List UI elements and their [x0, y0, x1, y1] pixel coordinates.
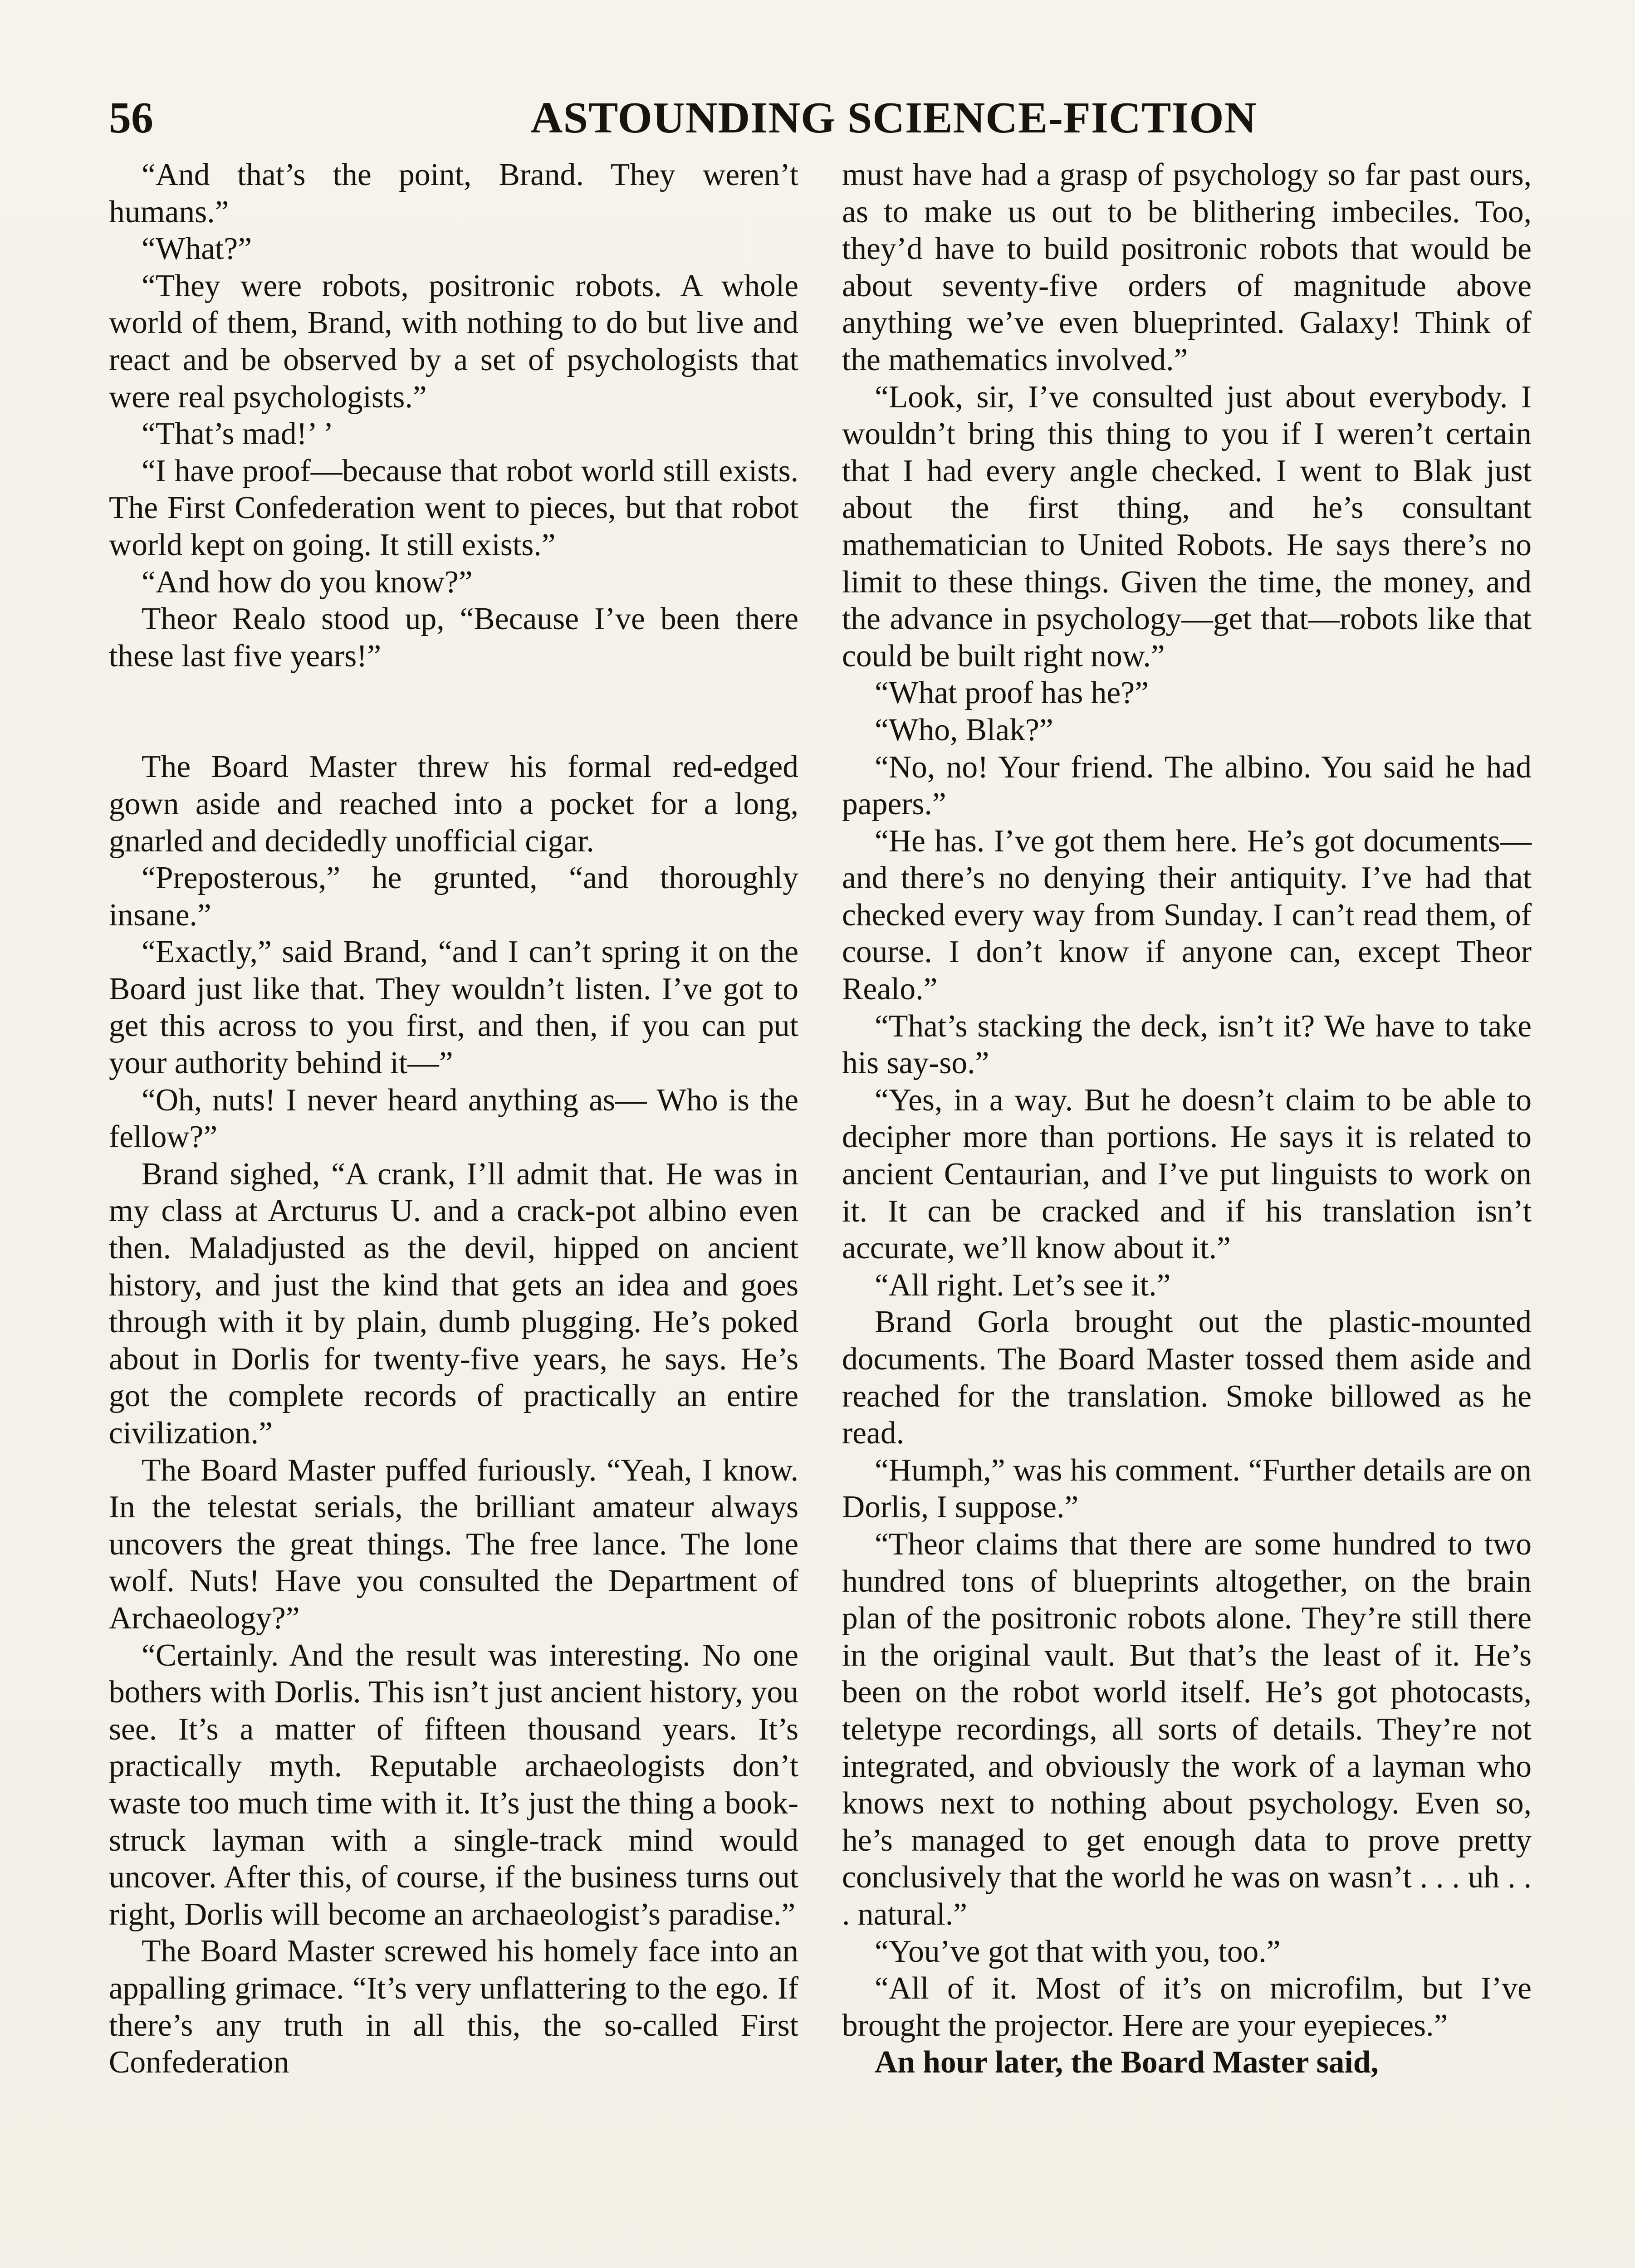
- paragraph: “Humph,” was his comment. “Further details are on Dorlis, I suppose.”: [842, 1452, 1532, 1525]
- paragraph: “Yes, in a way. But he doesn’t claim to be able to decipher more than portions. He says it is related to ancient Centaurian, and I’ve put linguists to work on it. It can be cracked and if his translation isn’t accurate, we’ll know about it.”: [842, 1082, 1532, 1266]
- paragraph: “No, no! Your friend. The albino. You said he had papers.”: [842, 749, 1532, 822]
- page-header: [109, 91, 1542, 145]
- paragraph: Brand Gorla brought out the plastic-mounted documents. The Board Master tossed them aside and reached for the translation. Smoke billowed as he read.: [842, 1305, 1532, 1451]
- paragraph: “Preposterous,” he grunted, “and thoroughly insane.”: [109, 860, 798, 933]
- right-column: [842, 156, 1532, 2081]
- paragraph: Brand sighed, “A crank, I’ll admit that. He was in my class at Arcturus U. and a crack-pot albino even then. Maladjusted as the devil, hipped on ancient history, and just the kind that gets an idea and goes through with it by plain, dumb plugging. He’s poked about in Dorlis for twenty-five years, he says. He’s got the complete records of practically an entire civilization.”: [109, 1156, 798, 1451]
- paragraph: “That’s mad!’ ’: [142, 416, 334, 452]
- paragraph: “All right. Let’s see it.”: [875, 1267, 1171, 1303]
- paragraph-bold: An hour later, the Board Master said,: [875, 2045, 1379, 2080]
- paragraph: “All of it. Most of it’s on microfilm, but I’ve brought the projector. Here are your eyepieces.”: [842, 1971, 1532, 2043]
- paragraph: “He has. I’ve got them here. He’s got documents—and there’s no denying their antiquity. I’ve had that checked every way from Sunday. I can’t read them, of course. I don’t know if anyone can, except Theor Realo.”: [842, 823, 1532, 1007]
- paragraph: “And that’s the point, Brand. They weren’t humans.”: [109, 157, 798, 230]
- paragraph: “And how do you know?”: [142, 564, 473, 600]
- paragraph: “They were robots, positronic robots. A whole world of them, Brand, with nothing to do but live and react and be observed by a set of psychologists that were real psychologists.”: [109, 268, 798, 415]
- paragraph: “Who, Blak?”: [875, 712, 1053, 748]
- paragraph: Theor Realo stood up, “Because I’ve been there these last five years!”: [109, 601, 798, 674]
- running-title: ASTOUNDING SCIENCE-FICTION: [530, 93, 1257, 142]
- paragraph: The Board Master puffed furiously. “Yeah, I know. In the telestat serials, the brilliant amateur always uncovers the great things. The free lance. The lone wolf. Nuts! Have you consulted the Department of Archaeology?”: [109, 1452, 798, 1636]
- left-column: [109, 156, 798, 2081]
- paragraph: “I have proof—because that robot world still exists. The First Confederation went to pieces, but that robot world kept on going. It still exists.”: [109, 453, 798, 562]
- section-paragraph: The Board Master threw his formal red-edged gown aside and reached into a pocket for a long, gnarled and decidedly unofficial cigar.: [109, 749, 798, 859]
- paragraph: “Look, sir, I’ve consulted just about everybody. I wouldn’t bring this thing to you if I weren’t certain that I had every angle checked. I went to Blak just about the first thing, and he’s consultant mathematician to United Robots. He says there’s no limit to these things. Given the time, the money, and the advance in psychology—get that—robots like that could be built right now.”: [842, 379, 1532, 674]
- paragraph: “What proof has he?”: [875, 675, 1149, 711]
- paragraph: “That’s stacking the deck, isn’t it? We have to take his say-so.”: [842, 1008, 1532, 1081]
- paragraph-continued: must have had a grasp of psychology so far past ours, as to make us out to be blithering imbeciles. Too, they’d have to build positronic robots that would be about seventy-five orders of magnitude above anything we’ve even blueprinted. Galaxy! Think of the mathematics involved.”: [842, 157, 1532, 377]
- paragraph: “Exactly,” said Brand, “and I can’t spring it on the Board just like that. They wouldn’t listen. I’ve got to get this across to you first, and then, if you can put your authority behind it—”: [109, 934, 798, 1081]
- paragraph: “Theor claims that there are some hundred to two hundred tons of blueprints altogether, on the brain plan of the positronic robots alone. They’re still there in the original vault. But that’s the least of it. He’s been on the robot world itself. He’s got photocasts, teletype recordings, all sorts of details. They’re not integrated, and obviously the work of a layman who knows next to nothing about psychology. Even so, he’s managed to get enough data to prove pretty conclusively that the world he was on wasn’t . . . uh . . . natural.”: [842, 1526, 1532, 1932]
- paragraph: “You’ve got that with you, too.”: [875, 1934, 1281, 1969]
- paragraph: The Board Master screwed his homely face into an appalling grimace. “It’s very unflattering to the ego. If there’s any truth in all this, the so-called First Confederation: [109, 1934, 798, 2080]
- paragraph: “Oh, nuts! I never heard anything as— Who is the fellow?”: [109, 1082, 798, 1155]
- paragraph: “Certainly. And the result was interesting. No one bothers with Dorlis. This isn’t just ancient history, you see. It’s a matter of fifteen thousand years. It’s practically myth. Reputable archaeologists don’t waste too much time with it. It’s just the thing a book-struck layman with a single-track mind would uncover. After this, of course, if the business turns out right, Dorlis will become an archaeologist’s paradise.”: [109, 1637, 798, 1932]
- page-number: 56: [109, 93, 153, 142]
- paragraph: “What?”: [142, 231, 252, 267]
